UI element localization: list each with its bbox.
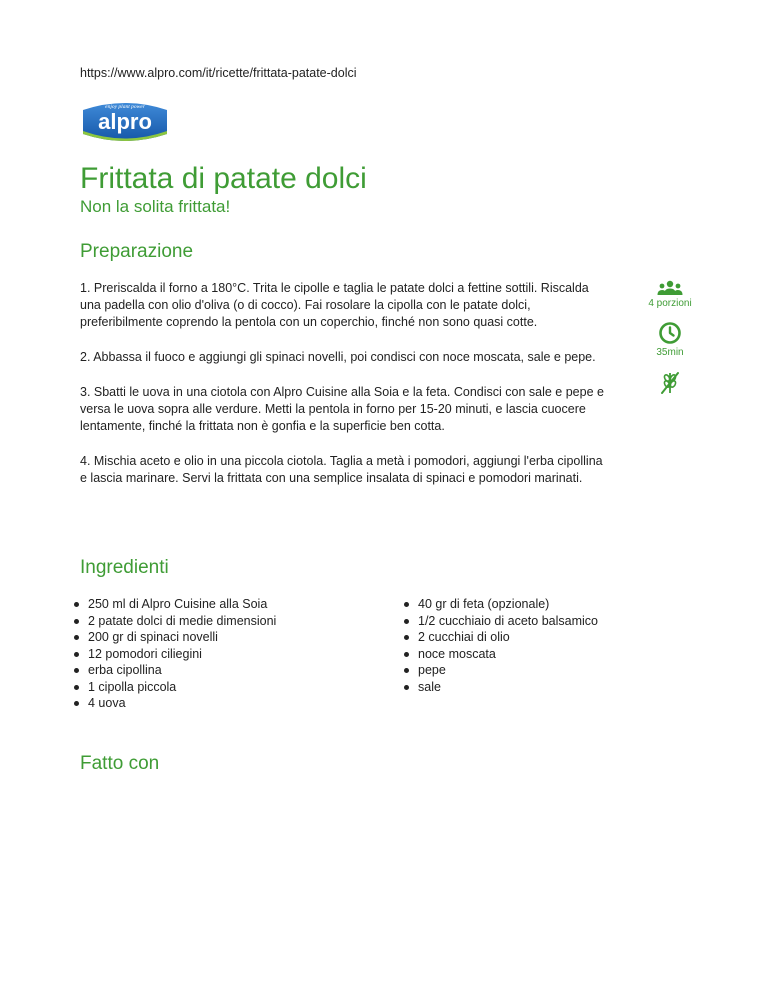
- bullet-icon: [404, 602, 409, 607]
- list-item: [80, 646, 276, 663]
- ingredient-text: 250 ml di Alpro Cuisine alla Soia: [88, 597, 268, 611]
- bullet-icon: [404, 635, 409, 640]
- ingredient-text: 2 cucchiai di olio: [418, 630, 510, 644]
- svg-text:enjoy plant power: enjoy plant power: [105, 104, 145, 110]
- bullet-icon: [404, 668, 409, 673]
- bullet-icon: [74, 701, 79, 706]
- bullet-icon: [404, 619, 409, 624]
- ingredients-list-right: [410, 596, 598, 695]
- people-icon: [657, 280, 683, 296]
- ingredient-text: pepe: [418, 663, 446, 677]
- list-item: [80, 695, 276, 712]
- ingredient-text: noce moscata: [418, 646, 496, 661]
- ingredient-text: 12 pomodori ciliegini: [88, 646, 202, 661]
- bullet-icon: [74, 668, 79, 673]
- list-item: [410, 596, 598, 613]
- ingredient-text: 40 gr di feta (opzionale): [418, 597, 550, 611]
- step-1: 1. Preriscalda il forno a 180°C. Trita le cipolle e taglia le patate dolci a fettine sottili. Riscalda una padella con olio d'oliva (o di cocco). Fai rosolare la cipolla con le patate dolci, preferibilmente coprendo la pentola con un coperchio, finché non sono quasi cotte.: [80, 281, 589, 329]
- alpro-logo: [80, 96, 170, 146]
- ingredient-text: 4 uova: [88, 696, 126, 710]
- ingredients-list-left: [80, 596, 276, 712]
- bullet-icon: [74, 685, 79, 690]
- ingredient-text: 1 cipolla piccola: [88, 679, 177, 694]
- time-info: [630, 321, 710, 358]
- ingredient-text: sale: [418, 679, 441, 694]
- list-item: [410, 629, 598, 646]
- svg-text:alpro: alpro: [98, 109, 152, 134]
- gluten-free-icon: [659, 370, 681, 396]
- list-item: [410, 613, 598, 630]
- step-4: 4. Mischia aceto e olio in una piccola ciotola. Taglia a metà i pomodori, aggiungi l'erba cipollina e lascia marinare. Servi la frittata con una semplice insalata di spinaci e pomodori marinati.: [80, 454, 603, 485]
- list-item: [80, 596, 276, 613]
- ingredients-heading: Ingredienti: [80, 557, 169, 578]
- recipe-info: [630, 280, 710, 396]
- bullet-icon: [74, 619, 79, 624]
- list-item: [410, 679, 598, 696]
- step-2: 2. Abbassa il fuoco e aggiungi gli spinaci novelli, poi condisci con noce moscata, sale e pepe.: [80, 350, 596, 364]
- bullet-icon: [404, 685, 409, 690]
- page-url[interactable]: https://www.alpro.com/it/ricette/frittata-patate-dolci: [80, 66, 357, 80]
- bullet-icon: [404, 652, 409, 657]
- step-3: 3. Sbatti le uova in una ciotola con Alpro Cuisine alla Soia e la feta. Condisci con sale e pepe e versa le uova sopra alle verdure. Metti la pentola in forno per 15-20 minuti, e lascia cuocere lentamente, finché la frittata non è gonfia e la superficie ben cotta.: [80, 385, 604, 433]
- preparation-steps: [80, 280, 610, 505]
- list-item: [80, 613, 276, 630]
- list-item: [410, 646, 598, 663]
- recipe-subtitle: Non la solita frittata!: [80, 197, 231, 216]
- servings-info: [630, 280, 710, 309]
- list-item: [410, 662, 598, 679]
- list-item: [80, 679, 276, 696]
- list-item: [80, 662, 276, 679]
- recipe-title: Frittata di patate dolci: [80, 162, 367, 195]
- diet-info: [630, 370, 710, 396]
- bullet-icon: [74, 652, 79, 657]
- ingredient-text: 2 patate dolci di medie dimensioni: [88, 613, 277, 628]
- made-with-heading: Fatto con: [80, 753, 160, 774]
- preparation-heading: Preparazione: [80, 241, 194, 262]
- time-label: 35min: [656, 347, 684, 358]
- list-item: [80, 629, 276, 646]
- clock-icon: [658, 321, 682, 345]
- servings-label: 4 porzioni: [648, 298, 692, 309]
- ingredient-text: 1/2 cucchiaio di aceto balsamico: [418, 613, 598, 628]
- bullet-icon: [74, 602, 79, 607]
- ingredient-text: 200 gr di spinaci novelli: [88, 630, 218, 644]
- ingredient-text: erba cipollina: [88, 663, 162, 677]
- bullet-icon: [74, 635, 79, 640]
